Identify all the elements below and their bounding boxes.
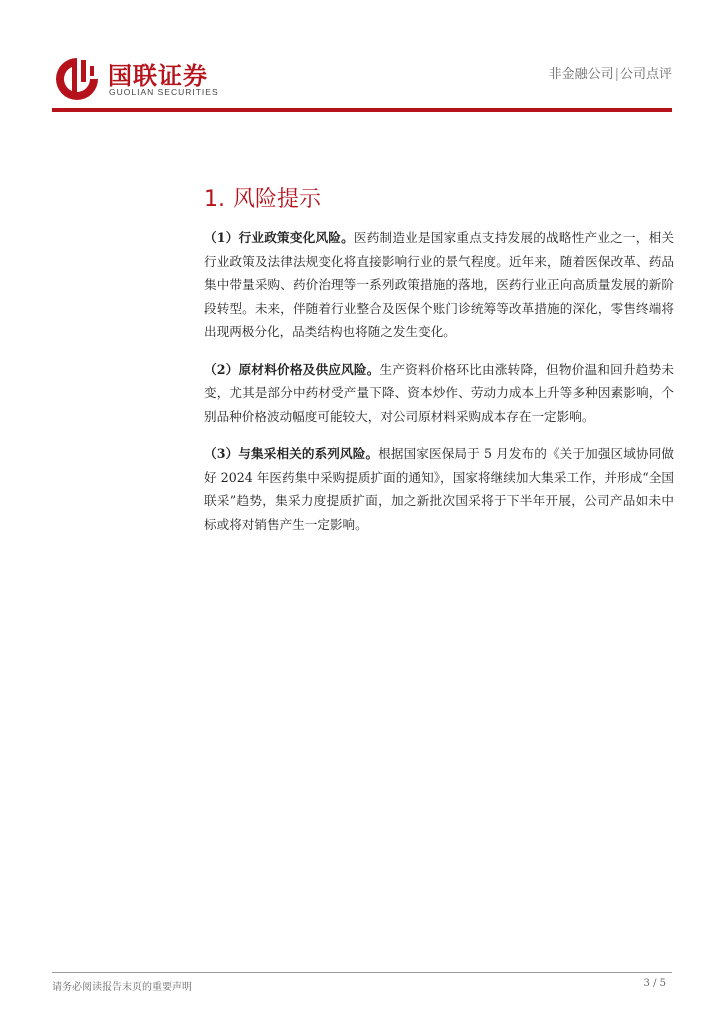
risk-body: 医药制造业是国家重点支持发展的战略性产业之一，相关行业政策及法律法规变化将直接影响行业的景气程度。近年来，随着医保改革、药品集中带量采购、药价治理等一系列政策措施的落地，医药行业正向高质量发展的新阶段转型。未来，伴随着行业整合及医保个账门诊统筹等改革措施的深化，零售终端将出现两极分化，品类结构也将随之发生变化。	[204, 230, 675, 339]
page-number: 3 / 5	[643, 978, 666, 989]
risk-heading: （1）行业政策变化风险。	[204, 230, 354, 245]
footer-disclaimer: 请务必阅读报告末页的重要声明	[52, 982, 192, 993]
risk-content	[204, 226, 674, 550]
guolian-logo-icon	[52, 54, 102, 104]
header-separator: |	[614, 67, 619, 82]
category-text: 非金融公司	[548, 67, 614, 82]
report-category-label	[549, 63, 672, 82]
risk-paragraph	[204, 442, 674, 536]
company-logo	[52, 54, 232, 104]
risk-heading: （2）原材料价格及供应风险。	[204, 361, 380, 377]
report-type-text: 公司点评	[619, 67, 672, 82]
section-title	[204, 182, 321, 213]
risk-body: 生产资料价格环比由涨转降，但物价温和回升趋势未变，尤其是部分中药材受产量下降、资本炒作、劳动力成本上升等多种因素影响，个别品种价格波动幅度可能较大，对公司原材料采购成本存在一定影响。	[204, 361, 675, 424]
header-divider	[52, 108, 672, 112]
risk-paragraph	[204, 358, 674, 429]
risk-paragraph	[204, 226, 674, 344]
logo-english-text: GUOLIAN SECURITIES	[109, 87, 219, 97]
section-title-text: 风险提示	[233, 187, 322, 212]
logo-chinese-text: 国联证券	[108, 62, 208, 90]
risk-heading: （3）与集采相关的系列风险。	[204, 446, 379, 461]
risk-body: 根据国家医保局于 5 月发布的《关于加强区域协同做好 2024 年医药集中采购提质扩面的通知》，国家将继续加大集采工作，并形成“全国联采”趋势，集采力度提质扩面，加之新批次国采将于下半年开展，公司产品如未中标或将对销售产生一定影响。	[204, 446, 674, 532]
section-number: 1.	[204, 187, 225, 212]
footer-divider	[52, 972, 672, 973]
